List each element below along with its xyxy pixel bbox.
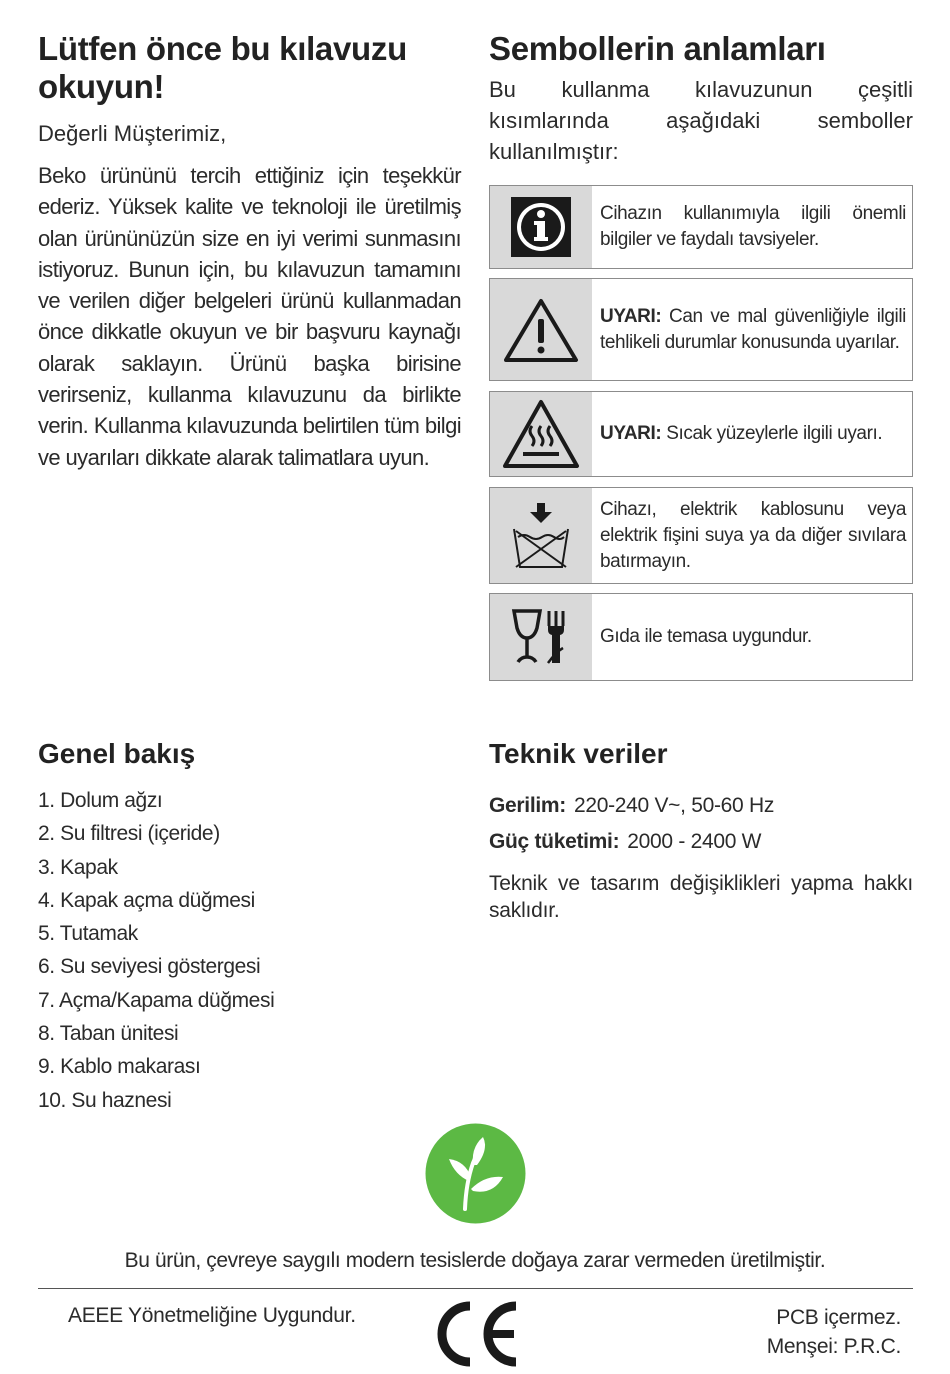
list-item: 6. Su seviyesi göstergesi [38, 955, 261, 979]
list-item: 10. Su haznesi [38, 1088, 172, 1112]
symbol-text: Cihazı, elektrik kablosunu veya elektrik fişini suya ya da diğer sıvılara batırmayın. [600, 498, 906, 572]
eco-statement: Bu ürün, çevreye saygılı modern tesislerde doğaya zarar vermeden üretilmiştir. [124, 1249, 826, 1272]
spec-power-label: Güç tüketimi: [489, 830, 620, 853]
list-item: 3. Kapak [38, 855, 118, 879]
symbol-row-info [489, 185, 913, 269]
hot-surface-icon [490, 392, 592, 476]
list-item: 4. Kapak açma düğmesi [38, 888, 255, 912]
symbol-label: UYARI: [600, 305, 662, 327]
list-item: 1. Dolum ağzı [38, 789, 163, 812]
warning-icon [490, 279, 592, 380]
overview-section [38, 738, 458, 1117]
food-safe-icon [490, 594, 592, 680]
symbols-intro: Bu kullanma kılavuzunun çeşitli kısımlarında aşağıdaki semboller kullanılmıştır: [489, 77, 913, 164]
symbols-title: Sembollerin anlamları [489, 30, 826, 67]
aeee-compliance: AEEE Yönetmeliğine Uygundur. [68, 1304, 356, 1327]
symbol-row-hot-surface [489, 391, 913, 477]
spec-voltage [489, 788, 913, 824]
intro-section [38, 30, 461, 473]
symbol-label: UYARI: [600, 423, 662, 444]
info-icon [490, 186, 592, 268]
symbol-row-food-safe [489, 593, 913, 681]
symbol-row-warning [489, 278, 913, 381]
pcb-statement: PCB içermez. [776, 1306, 901, 1329]
symbol-text: Can ve mal güvenliğiyle ilgili tehlikeli durumlar konusunda uyarılar. [600, 305, 906, 353]
footer-divider [38, 1288, 913, 1289]
symbol-text: Cihazın kullanımıyla ilgili önemli bilgiler ve faydalı tavsiyeler. [600, 203, 906, 250]
list-item: 7. Açma/Kapama düğmesi [38, 988, 275, 1012]
list-item: 5. Tutamak [38, 922, 138, 946]
overview-list [38, 784, 458, 1117]
intro-greeting: Değerli Müşterimiz, [38, 121, 227, 146]
pcb-origin-block [767, 1303, 901, 1361]
list-item: 2. Su filtresi (içeride) [38, 822, 220, 846]
spec-power-value: 2000 - 2400 W [627, 830, 762, 853]
symbol-text: Gıda ile temasa uygundur. [600, 626, 812, 647]
ce-mark-icon [430, 1300, 522, 1368]
symbol-row-no-immersion [489, 487, 913, 584]
spec-note: Teknik ve tasarım değişiklikleri yapma hakkı saklıdır. [489, 872, 913, 922]
specs-title: Teknik veriler [489, 738, 668, 769]
spec-voltage-label: Gerilim: [489, 794, 566, 817]
eco-leaf-icon [425, 1123, 526, 1224]
symbol-text: Sıcak yüzeylerle ilgili uyarı. [666, 423, 883, 444]
intro-title: Lütfen önce bu kılavuzu okuyun! [38, 30, 407, 105]
origin-statement: Menşei: P.R.C. [766, 1335, 901, 1358]
list-item: 9. Kablo makarası [38, 1055, 201, 1079]
no-immersion-icon [490, 488, 592, 583]
spec-voltage-value: 220-240 V~, 50-60 Hz [573, 794, 775, 817]
spec-power [489, 824, 913, 860]
symbols-section [489, 30, 913, 690]
list-item: 8. Taban ünitesi [38, 1022, 179, 1046]
overview-title: Genel bakış [38, 738, 196, 769]
specs-section [489, 738, 913, 924]
intro-body: Beko ürününü tercih ettiğiniz için teşekkür ederiz. Yüksek kalite ve teknoloji ile üretilmiş olan ürününüzün size en iyi verimi sunmasını istiyoruz. Bunun için, bu kılavuzun tamamını ve verilen diğer belgeleri ürünü kullanmadan önce dikkatle okuyun ve bir başvuru kaynağı olarak saklayın. Ürünü başka birisine verirseniz, kullanma kılavuzunu da birlikte verin. Kullanma kılavuzunda belirtilen tüm bilgi ve uyarıları dikkate alarak talimatlara uyun. [38, 163, 461, 470]
